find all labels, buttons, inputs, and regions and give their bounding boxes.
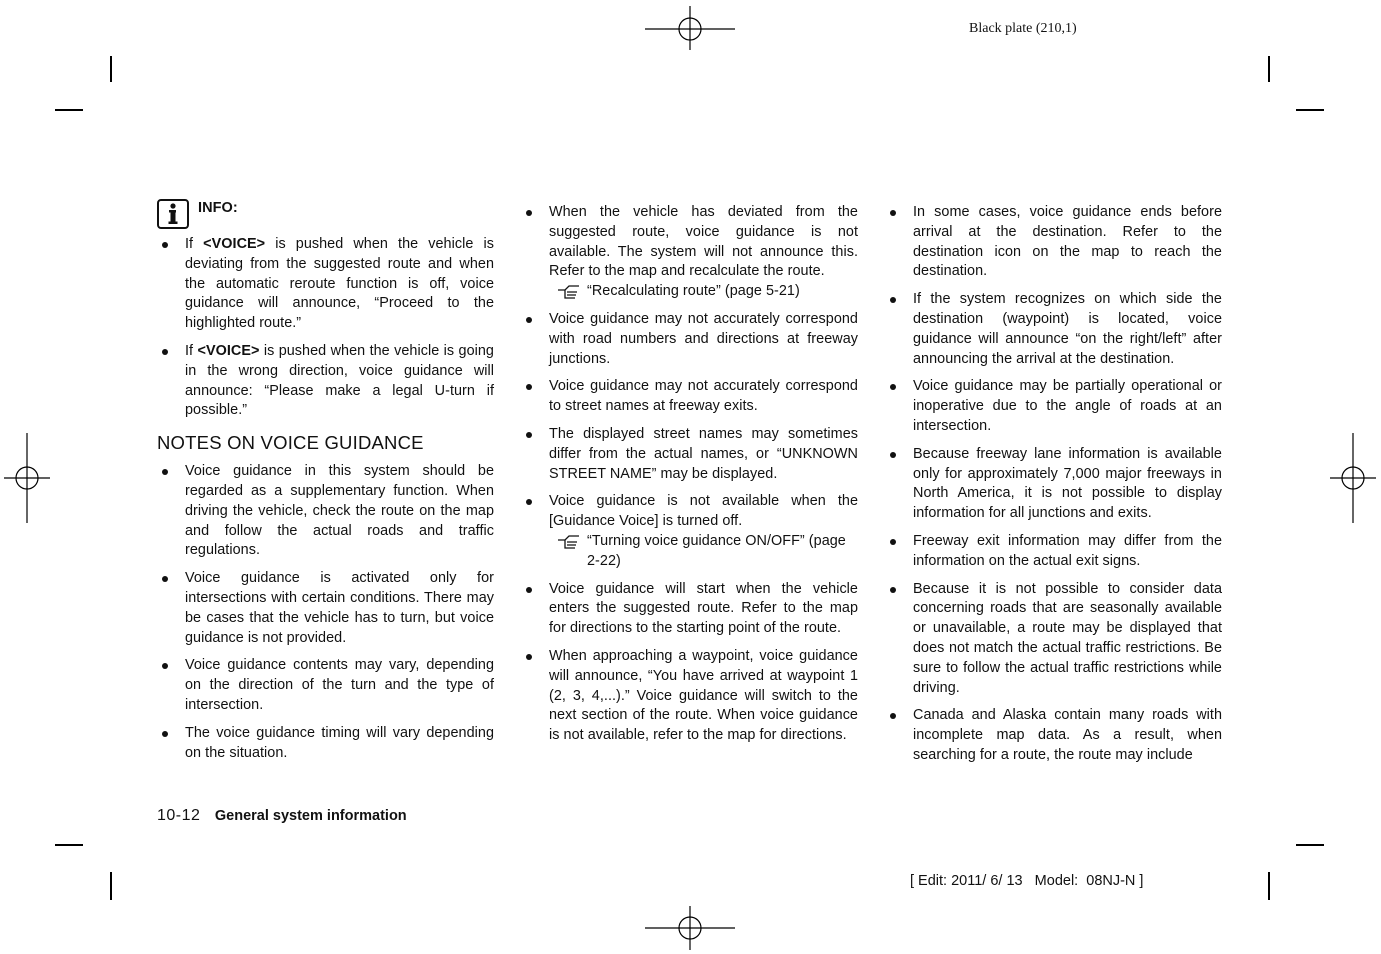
page-reference[interactable]: “Turning voice guidance ON/OFF” (page 2-22)	[549, 532, 858, 572]
page-reference[interactable]: “Recalculating route” (page 5-21)	[549, 282, 858, 302]
list-item: When the vehicle has deviated from the suggested route, voice guidance is not available. The system will not announce this. Refer to the map and recalculate the route. “Recalculating route” (page 5-21)	[521, 203, 858, 302]
bullet-icon	[890, 713, 896, 719]
bullet-icon	[890, 452, 896, 458]
list-item: The voice guidance timing will vary depending on the situation.	[157, 724, 494, 764]
bullet-icon	[890, 587, 896, 593]
bullet-icon	[526, 317, 532, 323]
bullet-icon	[162, 469, 168, 475]
bullet-icon	[526, 654, 532, 660]
info-label: INFO:	[198, 200, 238, 216]
notes-list-col2	[521, 203, 858, 746]
edit-info: [ Edit: 2011/ 6/ 13 Model: 08NJ-N ]	[910, 873, 1144, 889]
info-list	[157, 235, 494, 421]
list-item: Because freeway lane information is available only for approximately 7,000 major freeways in North America, it is not possible to display information for all junctions and exits.	[885, 445, 1222, 524]
info-icon	[157, 199, 189, 229]
notes-list-col3	[885, 203, 1222, 766]
plate-label: Black plate (210,1)	[969, 21, 1077, 36]
registration-mark-top	[645, 4, 735, 50]
bullet-icon	[526, 384, 532, 390]
page-footer	[157, 807, 407, 825]
info-heading	[157, 199, 494, 231]
registration-mark-right	[1330, 433, 1376, 523]
bullet-icon	[890, 297, 896, 303]
page-number: 10-12	[157, 807, 201, 824]
pointing-hand-icon	[557, 283, 581, 301]
list-item: Voice guidance may be partially operational or inoperative due to the angle of roads at an intersection.	[885, 377, 1222, 436]
list-item: Canada and Alaska contain many roads with incomplete map data. As a result, when searching for a route, the route may include	[885, 706, 1222, 765]
list-item: Voice guidance in this system should be regarded as a supplementary function. When driving the vehicle, check the route on the map and follow the actual roads and traffic regulations.	[157, 462, 494, 561]
bullet-icon	[526, 210, 532, 216]
column-2	[521, 203, 858, 754]
list-item: Voice guidance is activated only for intersections with certain conditions. There may be cases that the vehicle has to turn, but voice guidance is not provided.	[157, 569, 494, 648]
list-item: When approaching a waypoint, voice guidance will announce, “You have arrived at waypoint 1 (2, 3, 4,...).” Voice guidance will switch to the next section of the route. When voice guidance is not available, refer to the map for directions.	[521, 647, 858, 746]
registration-mark-left	[4, 433, 50, 523]
bullet-icon	[890, 210, 896, 216]
registration-mark-bottom	[645, 906, 735, 952]
section-title: General system information	[214, 808, 407, 824]
list-item: Because it is not possible to consider data concerning roads that are seasonally available or unavailable, a route may be displayed that does not match the actual traffic restrictions. Be sure to follow the actual traffic restrictions while driving.	[885, 580, 1222, 699]
bullet-icon	[526, 499, 532, 505]
list-item: Voice guidance may not accurately correspond with road numbers and directions at freeway junctions.	[521, 310, 858, 369]
list-item: The displayed street names may sometimes differ from the actual names, or “UNKNOWN STREET NAME” may be displayed.	[521, 425, 858, 484]
bullet-icon	[162, 576, 168, 582]
pointing-hand-icon	[557, 533, 581, 551]
list-item: Voice guidance contents may vary, depending on the direction of the turn and the type of intersection.	[157, 656, 494, 715]
list-item: Voice guidance may not accurately correspond to street names at freeway exits.	[521, 377, 858, 417]
bullet-icon	[162, 242, 168, 248]
notes-list-col1	[157, 462, 494, 763]
section-heading: NOTES ON VOICE GUIDANCE	[157, 432, 424, 454]
bullet-icon	[526, 432, 532, 438]
list-item: If <VOICE> is pushed when the vehicle is deviating from the suggested route and when the automatic reroute function is off, voice guidance will announce, “Proceed to the highlighted route.”	[157, 235, 494, 334]
bullet-icon	[162, 731, 168, 737]
list-item: Voice guidance is not available when the [Guidance Voice] is turned off. “Turning voice guidance ON/OFF” (page 2-22)	[521, 492, 858, 571]
list-item: Freeway exit information may differ from the information on the actual exit signs.	[885, 532, 1222, 572]
bullet-icon	[890, 384, 896, 390]
bullet-icon	[162, 349, 168, 355]
voice-key: <VOICE>	[197, 342, 260, 359]
bullet-icon	[526, 587, 532, 593]
bullet-icon	[162, 663, 168, 669]
column-3	[885, 203, 1222, 766]
list-item: In some cases, voice guidance ends before arrival at the destination. Refer to the destination icon on the map to reach the destination.	[885, 203, 1222, 282]
bullet-icon	[890, 539, 896, 545]
column-1	[157, 199, 494, 771]
voice-key: <VOICE>	[203, 236, 266, 252]
list-item: Voice guidance will start when the vehicle enters the suggested route. Refer to the map for directions to the starting point of the route.	[521, 580, 858, 639]
list-item: If <VOICE> is pushed when the vehicle is going in the wrong direction, voice guidance will announce: “Please make a legal U-turn if possible.”	[157, 342, 494, 421]
list-item: If the system recognizes on which side the destination (waypoint) is located, voice guidance will announce “on the right/left” after announcing the arrival at the destination.	[885, 290, 1222, 369]
